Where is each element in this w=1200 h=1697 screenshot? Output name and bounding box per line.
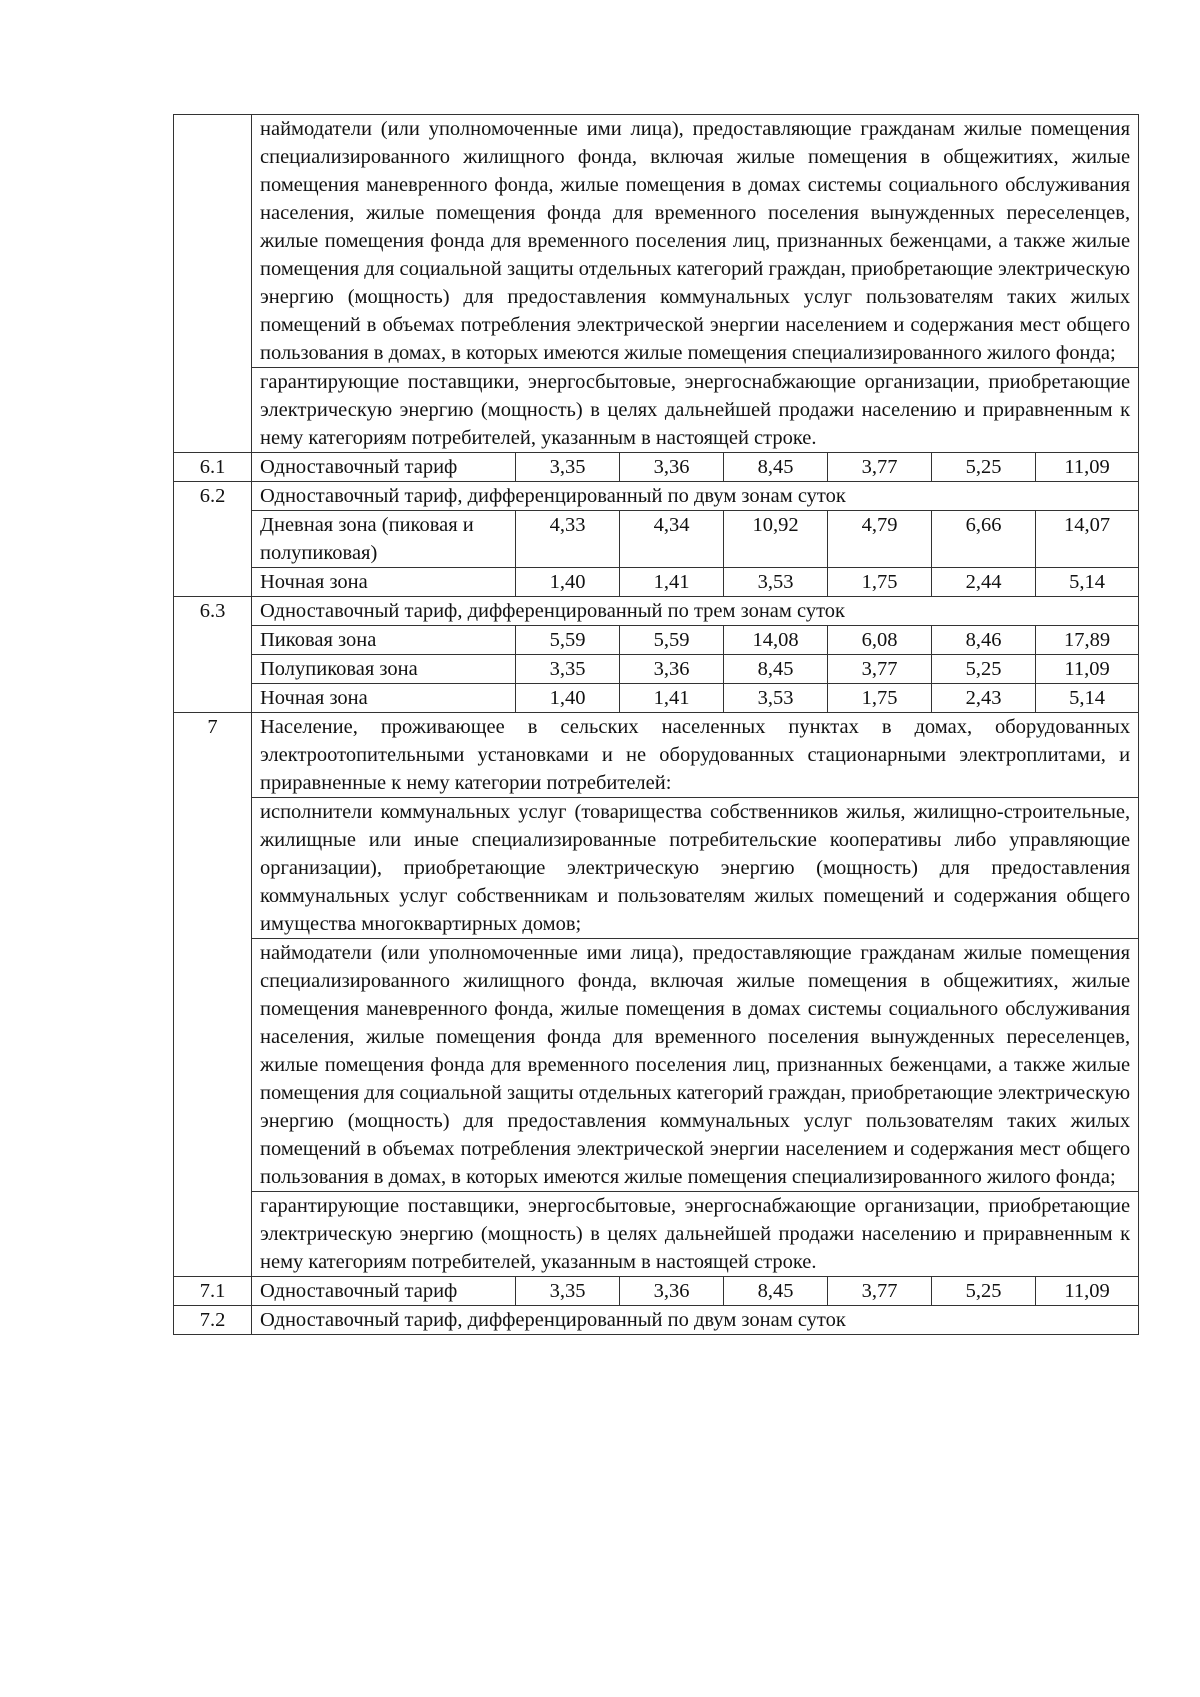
zone-label: Полупиковая зона xyxy=(252,655,516,684)
table-row xyxy=(174,1192,1139,1277)
tariff-value: 17,89 xyxy=(1036,626,1139,655)
row-number: 7.2 xyxy=(174,1306,252,1335)
tariff-value: 1,40 xyxy=(516,684,620,713)
row-number: 7 xyxy=(174,713,252,1277)
tariff-value: 5,25 xyxy=(932,655,1036,684)
tariff-value: 8,45 xyxy=(724,1277,828,1306)
table-row xyxy=(174,511,1139,568)
table-row xyxy=(174,1277,1139,1306)
tariff-value: 4,33 xyxy=(516,511,620,568)
tariff-value: 6,08 xyxy=(828,626,932,655)
zone-label: Ночная зона xyxy=(252,684,516,713)
table-row xyxy=(174,939,1139,1192)
tariff-value: 8,45 xyxy=(724,453,828,482)
tariff-value: 8,45 xyxy=(724,655,828,684)
table-row xyxy=(174,798,1139,939)
row-number: 7.1 xyxy=(174,1277,252,1306)
tariff-value: 1,40 xyxy=(516,568,620,597)
tariff-value: 14,08 xyxy=(724,626,828,655)
zone-label: Дневная зона (пиковая и полупиковая) xyxy=(252,511,516,568)
zone-label: Ночная зона xyxy=(252,568,516,597)
tariff-value: 14,07 xyxy=(1036,511,1139,568)
tariff-value: 3,53 xyxy=(724,684,828,713)
tariff-value: 3,77 xyxy=(828,1277,932,1306)
landlords-text: наймодатели (или уполномоченные ими лица), предоставляющие гражданам жилые помещения специализированного жилищного фонда, включая жилые помещения в общежитиях, жилые помещения маневренного фонда, жилые помещения в домах системы социального обслуживания населения, жилые помещения фонда для временного поселения вынужденных переселенцев, жилые помещения фонда для временного поселения лиц, признанных беженцами, а также жилые помещения для социальной защиты отдельных категорий граждан, приобретающие электрическую энергию (мощность) для предоставления коммунальных услуг пользователям таких жилых помещений в объемах потребления электрической энергии населением и содержания мест общего пользования в домах, в которых имеются жилые помещения специализированного жилого фонда; xyxy=(252,115,1139,368)
tariff-value: 11,09 xyxy=(1036,453,1139,482)
tariff-value: 6,66 xyxy=(932,511,1036,568)
tariff-value: 5,59 xyxy=(516,626,620,655)
tariff-heading: Одноставочный тариф, дифференцированный по двум зонам суток xyxy=(252,482,1139,511)
tariff-value: 1,41 xyxy=(620,568,724,597)
table-row xyxy=(174,655,1139,684)
tariff-value: 1,75 xyxy=(828,568,932,597)
tariff-value: 5,14 xyxy=(1036,684,1139,713)
tariff-value: 3,77 xyxy=(828,453,932,482)
tariff-value: 3,77 xyxy=(828,655,932,684)
zone-label: Пиковая зона xyxy=(252,626,516,655)
row-number: 6.1 xyxy=(174,453,252,482)
landlords-text: наймодатели (или уполномоченные ими лица), предоставляющие гражданам жилые помещения специализированного жилищного фонда, включая жилые помещения в общежитиях, жилые помещения маневренного фонда, жилые помещения в домах системы социального обслуживания населения, жилые помещения фонда для временного поселения вынужденных переселенцев, жилые помещения фонда для временного поселения лиц, признанных беженцами, а также жилые помещения для социальной защиты отдельных категорий граждан, приобретающие электрическую энергию (мощность) для предоставления коммунальных услуг пользователям таких жилых помещений в объемах потребления электрической энергии населением и содержания мест общего пользования в домах, в которых имеются жилые помещения специализированного жилого фонда; xyxy=(252,939,1139,1192)
tariff-value: 8,46 xyxy=(932,626,1036,655)
tariff-value: 3,35 xyxy=(516,655,620,684)
tariff-value: 3,36 xyxy=(620,655,724,684)
tariff-value: 2,43 xyxy=(932,684,1036,713)
table-row xyxy=(174,115,1139,368)
table-row xyxy=(174,713,1139,798)
tariff-value: 11,09 xyxy=(1036,1277,1139,1306)
row-number: 6.3 xyxy=(174,597,252,713)
contractors-text: исполнители коммунальных услуг (товарищества собственников жилья, жилищно-строительные, жилищные или иные специализированные потребительские кооперативы либо управляющие организации), приобретающие электрическую энергию (мощность) для предоставления коммунальных услуг собственникам и пользователям жилых помещений и содержания общего имущества многоквартирных домов; xyxy=(252,798,1139,939)
tariff-value: 4,34 xyxy=(620,511,724,568)
table-row xyxy=(174,368,1139,453)
table-row xyxy=(174,453,1139,482)
row-number-cell xyxy=(174,115,252,453)
tariff-value: 5,25 xyxy=(932,453,1036,482)
tariff-heading: Одноставочный тариф, дифференцированный по трем зонам суток xyxy=(252,597,1139,626)
tariff-value: 11,09 xyxy=(1036,655,1139,684)
section-7-description: Население, проживающее в сельских населенных пунктах в домах, оборудованных электроотопительными установками и не оборудованных стационарными электроплитами, и приравненные к нему категории потребителей: xyxy=(252,713,1139,798)
suppliers-text: гарантирующие поставщики, энергосбытовые, энергоснабжающие организации, приобретающие электрическую энергию (мощность) в целях дальнейшей продажи населению и приравненным к нему категориям потребителей, указанным в настоящей строке. xyxy=(252,368,1139,453)
tariff-value: 4,79 xyxy=(828,511,932,568)
tariff-value: 5,14 xyxy=(1036,568,1139,597)
tariff-value: 3,35 xyxy=(516,1277,620,1306)
tariff-heading: Одноставочный тариф, дифференцированный по двум зонам суток xyxy=(252,1306,1139,1335)
table-row xyxy=(174,568,1139,597)
table-row xyxy=(174,626,1139,655)
tariff-value: 3,36 xyxy=(620,1277,724,1306)
table-row xyxy=(174,597,1139,626)
tariff-value: 5,25 xyxy=(932,1277,1036,1306)
tariff-value: 10,92 xyxy=(724,511,828,568)
table-row xyxy=(174,684,1139,713)
tariff-value: 1,41 xyxy=(620,684,724,713)
tariff-value: 3,53 xyxy=(724,568,828,597)
tariff-value: 5,59 xyxy=(620,626,724,655)
tariff-label: Одноставочный тариф xyxy=(252,1277,516,1306)
tariff-table xyxy=(173,114,1139,1335)
tariff-value: 3,35 xyxy=(516,453,620,482)
table-row xyxy=(174,482,1139,511)
suppliers-text: гарантирующие поставщики, энергосбытовые, энергоснабжающие организации, приобретающие электрическую энергию (мощность) в целях дальнейшей продажи населению и приравненным к нему категориям потребителей, указанным в настоящей строке. xyxy=(252,1192,1139,1277)
tariff-label: Одноставочный тариф xyxy=(252,453,516,482)
row-number: 6.2 xyxy=(174,482,252,597)
table-row xyxy=(174,1306,1139,1335)
tariff-value: 3,36 xyxy=(620,453,724,482)
tariff-value: 1,75 xyxy=(828,684,932,713)
tariff-value: 2,44 xyxy=(932,568,1036,597)
